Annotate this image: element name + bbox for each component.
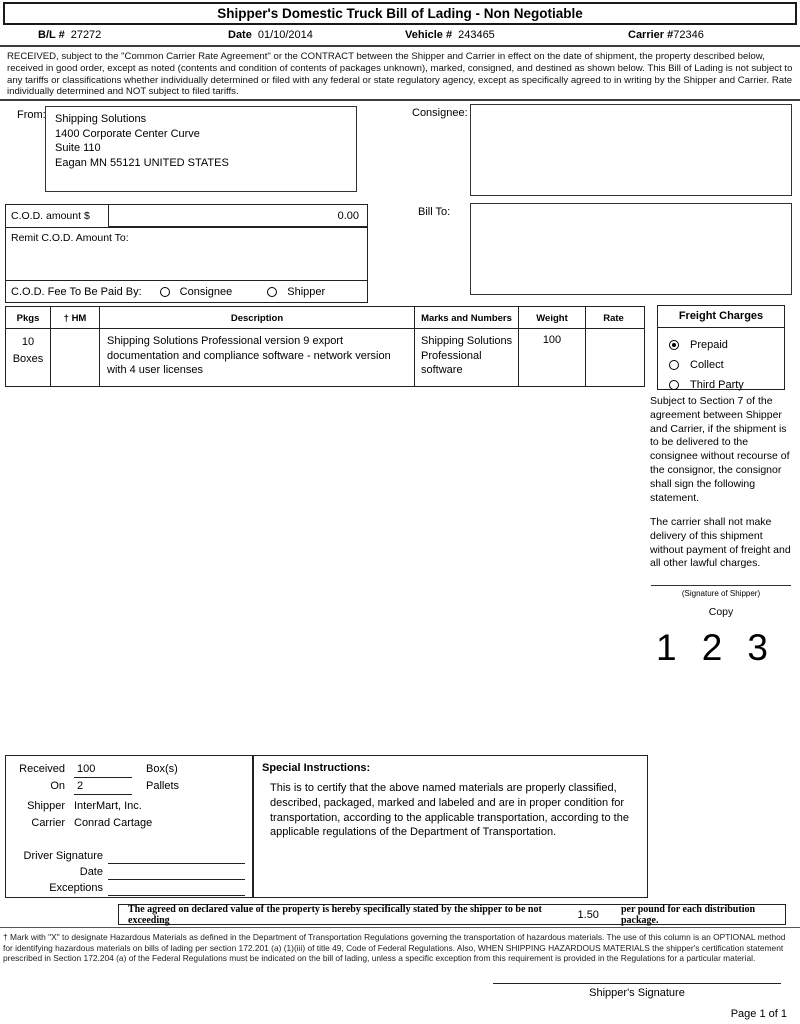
shipper-label: Shipper xyxy=(27,800,65,812)
header-info-row xyxy=(0,29,800,44)
items-table xyxy=(5,306,645,387)
received-value: 100 xyxy=(74,763,132,778)
declared-value-amount: 1.50 xyxy=(577,908,599,921)
cell-marks: Shipping Solutions Professional software xyxy=(415,329,519,386)
freight-option-prepaid xyxy=(669,335,784,355)
signature-of-shipper-caption: (Signature of Shipper) xyxy=(681,589,761,598)
date-field xyxy=(228,29,313,41)
consignee-address-box xyxy=(470,104,792,196)
consignee-label: Consignee: xyxy=(412,107,468,119)
from-address-line: 1400 Corporate Center Curve xyxy=(55,127,200,140)
cell-description: Shipping Solutions Professional version 9 export documentation and compliance software - network version with 4 user licenses xyxy=(100,329,415,386)
driver-signature-row xyxy=(6,850,252,866)
declared-value-box xyxy=(118,904,786,925)
vehicle-number-field xyxy=(405,29,495,41)
exceptions-label: Exceptions xyxy=(49,882,103,894)
cod-fee-shipper-radio[interactable] xyxy=(267,287,277,297)
exceptions-line xyxy=(108,882,245,896)
date-label: Date xyxy=(228,29,252,41)
from-address-line: Suite 110 xyxy=(55,142,101,154)
cell-rate xyxy=(586,329,641,386)
carrier-value: Conrad Cartage xyxy=(74,817,153,829)
pallets-value: 2 xyxy=(74,780,132,795)
collect-radio[interactable] xyxy=(669,360,679,370)
special-instructions-title: Special Instructions: xyxy=(262,762,371,774)
divider xyxy=(0,45,800,47)
cod-remit-label: Remit C.O.D. Amount To: xyxy=(11,232,129,244)
cell-pkgs xyxy=(6,329,51,386)
freight-charges-box xyxy=(657,305,785,390)
cod-fee-consignee-label: Consignee xyxy=(179,285,233,298)
declared-value-prefix: The agreed on declared value of the property is hereby specifically stated by the shipper to be not exceeding xyxy=(128,903,542,926)
driver-signature-line xyxy=(108,850,245,864)
pallets-row xyxy=(6,780,252,796)
col-header-weight: Weight xyxy=(519,307,586,328)
cod-fee-shipper-label: Shipper xyxy=(287,285,326,298)
carrier-number-label: Carrier # xyxy=(628,29,674,41)
col-header-description: Description xyxy=(100,307,415,328)
shippers-signature-line xyxy=(493,983,781,984)
copy-label: Copy xyxy=(708,606,734,618)
cell-weight: 100 xyxy=(519,329,586,386)
received-clause: RECEIVED, subject to the "Common Carrier Rate Agreement" or the CONTRACT between the Shipper and Carrier in effect on the date of shipment, the property described below, received in good order, except as noted (contents and condition of contents of packages unknown), marked, consigned, and destined as shown below. This Bill of Lading is not subject to any tariffs or classifications whether individually determined or filed with any federal or state regulatory agency, except as specifically agreed to in writing by the Shipper and Carrier. Rate individually determined and NOT subject to filed tariffs. xyxy=(7,51,793,98)
prepaid-radio[interactable] xyxy=(669,340,679,350)
freight-charges-title: Freight Charges xyxy=(658,306,784,328)
pkgs-qty: 10 xyxy=(21,336,35,348)
copy-number-2: 2 xyxy=(701,627,723,668)
cell-hm xyxy=(51,329,100,386)
carrier-clause: The carrier shall not make delivery of this shipment without payment of freight and all other lawful charges. xyxy=(650,516,791,570)
received-box xyxy=(5,755,253,898)
bill-to-label: Bill To: xyxy=(418,206,451,218)
from-address-line: Eagan MN 55121 UNITED STATES xyxy=(55,156,229,169)
col-header-rate: Rate xyxy=(603,313,624,324)
cod-fee-consignee-radio[interactable] xyxy=(160,287,170,297)
freight-option-collect xyxy=(669,355,784,375)
driver-signature-label: Driver Signature xyxy=(23,850,103,862)
col-header-pkgs: Pkgs xyxy=(6,307,51,328)
received-unit-label: Box(s) xyxy=(146,763,178,775)
freight-option-third-party xyxy=(669,375,784,395)
copy-number-1: 1 xyxy=(656,627,677,668)
vehicle-number-label: Vehicle # xyxy=(405,29,453,41)
cod-amount-label: C.O.D. amount $ xyxy=(6,205,109,228)
carrier-label: Carrier xyxy=(31,817,65,829)
hazmat-footnote: † Mark with "X" to designate Hazardous Materials as defined in the Department of Transportation Regulations governing the transportation of hazardous materials. The use of this column is an OPTIONAL method for identifying hazardous materials on bills of lading per section 172.201 (a) (1)(iii) of title 49, Code of Federal Regulations. Also, WHEN SHIPPING HAZARDOUS MATERIALS the shipper's certification statement prescribed in Section 172.204 (a) of the Federal Regulations must be indicated on the bill of lading, unless a specific exception from this requirement is provided in the Regulations for a particular material. xyxy=(3,932,786,964)
divider xyxy=(0,927,800,928)
shippers-signature-label: Shipper's Signature xyxy=(589,987,685,999)
copy-number-3: 3 xyxy=(747,627,768,668)
carrier-number-field xyxy=(628,29,704,41)
cod-fee-label: C.O.D. Fee To Be Paid By: xyxy=(11,285,142,298)
shipper-signature-line xyxy=(651,585,791,586)
special-instructions-box xyxy=(253,755,648,898)
from-address-line: Shipping Solutions xyxy=(55,113,147,125)
pkgs-unit: Boxes xyxy=(12,353,44,365)
cod-amount-value: 0.00 xyxy=(109,205,367,228)
exceptions-row xyxy=(6,882,252,898)
received-row xyxy=(6,763,252,779)
pallets-unit-label: Pallets xyxy=(146,780,180,792)
cod-amount-row xyxy=(6,205,367,228)
col-header-marks: Marks and Numbers xyxy=(415,307,519,328)
special-instructions-body: This is to certify that the above named materials are properly classified, described, packaged, marked and labeled and are in proper condition for transportation, according to the applicable transportation, according to the applicable regulations of the Department of Transportation. xyxy=(270,782,629,839)
page-number: Page 1 of 1 xyxy=(730,1008,787,1020)
on-label: On xyxy=(50,780,65,792)
driver-date-label: Date xyxy=(79,866,103,878)
document-title-box xyxy=(3,2,797,25)
declared-value-suffix: per pound for each distribution package. xyxy=(620,903,756,926)
driver-date-line xyxy=(108,866,245,880)
freight-charges-options xyxy=(658,328,784,395)
carrier-row xyxy=(6,817,252,833)
col-header-hm: † HM xyxy=(51,307,100,328)
bl-number-label: B/L # xyxy=(38,29,65,41)
from-label: From: xyxy=(17,109,46,121)
shipper-row xyxy=(6,800,252,816)
shipper-value: InterMart, Inc. xyxy=(74,800,142,812)
third-party-label: Third Party xyxy=(690,379,744,391)
third-party-radio[interactable] xyxy=(669,380,679,390)
table-row xyxy=(6,329,644,386)
date-value: 01/10/2014 xyxy=(257,29,313,41)
from-address-box xyxy=(45,106,357,192)
cod-section xyxy=(5,204,368,281)
vehicle-number-value: 243465 xyxy=(458,29,495,41)
bill-to-address-box xyxy=(470,203,792,295)
bl-number-field xyxy=(38,29,101,41)
date-row xyxy=(6,866,252,882)
items-table-header-row xyxy=(6,307,644,329)
prepaid-label: Prepaid xyxy=(690,339,728,351)
copy-numbers xyxy=(656,629,768,666)
divider xyxy=(0,99,800,101)
document-title: Shipper's Domestic Truck Bill of Lading - Non Negotiable xyxy=(217,6,583,21)
received-label: Received xyxy=(19,763,65,775)
collect-label: Collect xyxy=(690,359,724,371)
carrier-number-value: 72346 xyxy=(673,29,704,41)
bl-number-value: 27272 xyxy=(70,29,102,41)
section7-clause: Subject to Section 7 of the agreement between Shipper and Carrier, if the shipment is to be delivered to the consignee without recourse of the consignor, the consignor shall sign the following statement. xyxy=(650,395,790,504)
cod-fee-row xyxy=(5,280,368,303)
